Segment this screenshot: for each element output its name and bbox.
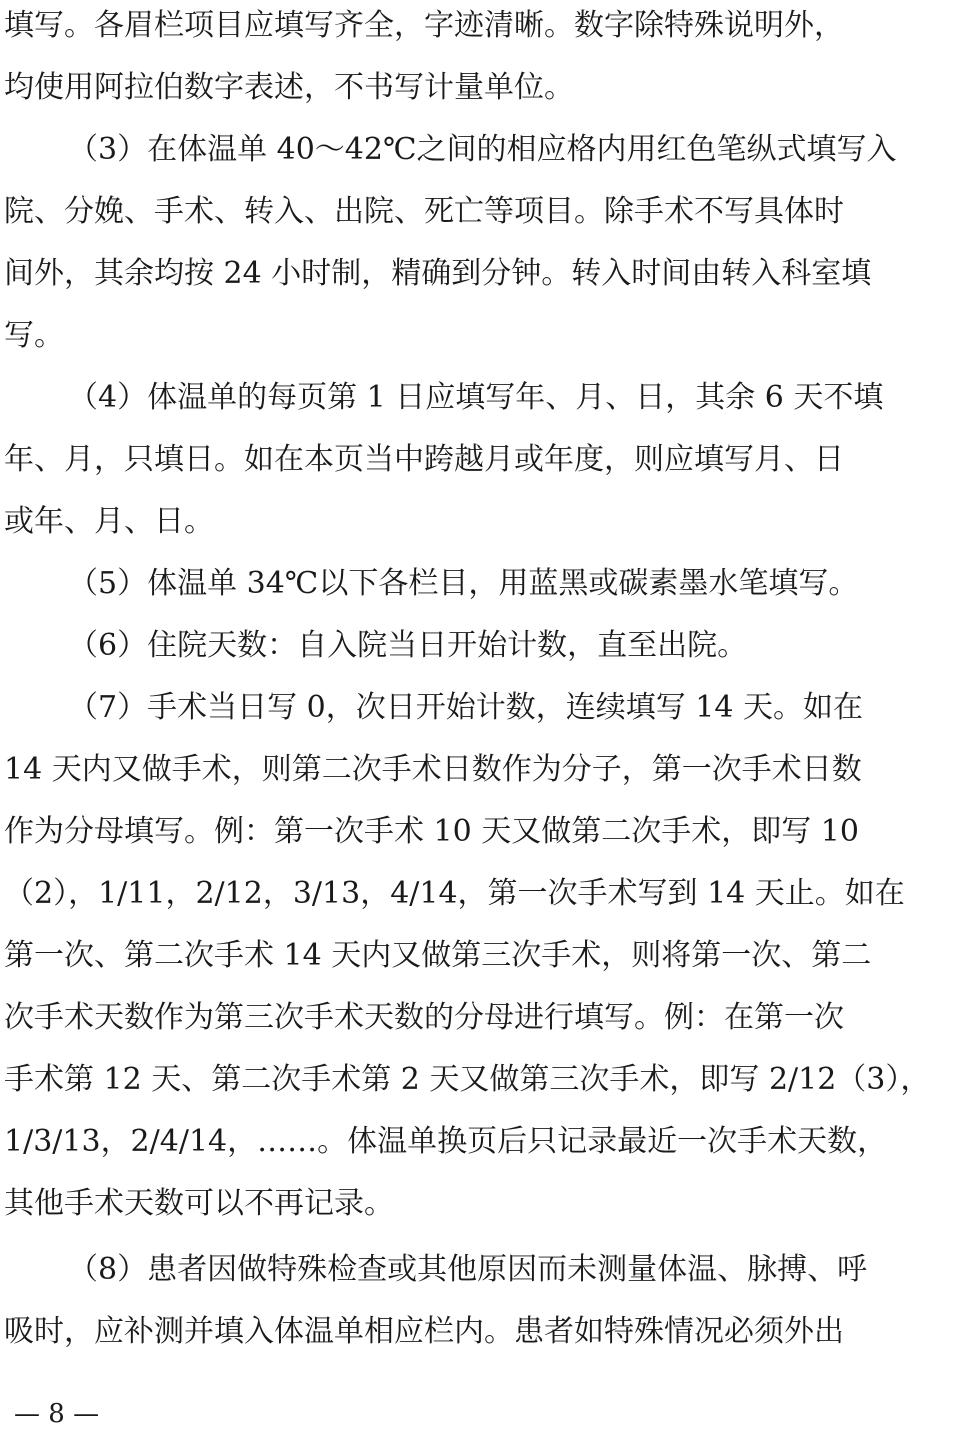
text-line: （2），1/11，2/12，3/13，4/14，第一次手术写到 14 天止。如在 bbox=[4, 876, 905, 911]
text-line: 吸时，应补测并填入体温单相应栏内。患者如特殊情况必须外出 bbox=[4, 1314, 844, 1349]
text-line: （3）在体温单 40～42℃之间的相应格内用红色笔纵式填写入 bbox=[68, 132, 897, 167]
text-line: 其他手术天数可以不再记录。 bbox=[4, 1186, 394, 1221]
text-line: （6）住院天数：自入院当日开始计数，直至出院。 bbox=[68, 628, 748, 663]
text-line: 写。 bbox=[4, 318, 64, 353]
text-line: 14 天内又做手术，则第二次手术日数作为分子，第一次手术日数 bbox=[4, 752, 862, 787]
text-line: 年、月，只填日。如在本页当中跨越月或年度，则应填写月、日 bbox=[4, 442, 844, 477]
text-line: 间外，其余均按 24 小时制，精确到分钟。转入时间由转入科室填 bbox=[4, 256, 872, 291]
text-line: 或年、月、日。 bbox=[4, 504, 214, 539]
text-line: （5）体温单 34℃以下各栏目，用蓝黑或碳素墨水笔填写。 bbox=[68, 566, 859, 601]
text-line: 作为分母填写。例：第一次手术 10 天又做第二次手术，即写 10 bbox=[4, 814, 859, 849]
text-line: 填写。各眉栏项目应填写齐全，字迹清晰。数字除特殊说明外， bbox=[4, 8, 844, 43]
text-line: 手术第 12 天、第二次手术第 2 天又做第三次手术，即写 2/12（3）， bbox=[4, 1062, 931, 1097]
text-line: 第一次、第二次手术 14 天内又做第三次手术，则将第一次、第二 bbox=[4, 938, 872, 973]
text-line: 1/3/13，2/4/14，……。体温单换页后只记录最近一次手术天数， bbox=[4, 1124, 888, 1159]
text-line: （7）手术当日写 0，次日开始计数，连续填写 14 天。如在 bbox=[68, 690, 863, 725]
text-line: 均使用阿拉伯数字表述，不书写计量单位。 bbox=[4, 70, 574, 105]
text-line: （4）体温单的每页第 1 日应填写年、月、日，其余 6 天不填 bbox=[68, 380, 884, 415]
page-number: — 8 — bbox=[14, 1399, 100, 1429]
text-line: 次手术天数作为第三次手术天数的分母进行填写。例：在第一次 bbox=[4, 1000, 844, 1035]
text-line: 院、分娩、手术、转入、出院、死亡等项目。除手术不写具体时 bbox=[4, 194, 844, 229]
text-line: （8）患者因做特殊检查或其他原因而未测量体温、脉搏、呼 bbox=[68, 1252, 868, 1287]
